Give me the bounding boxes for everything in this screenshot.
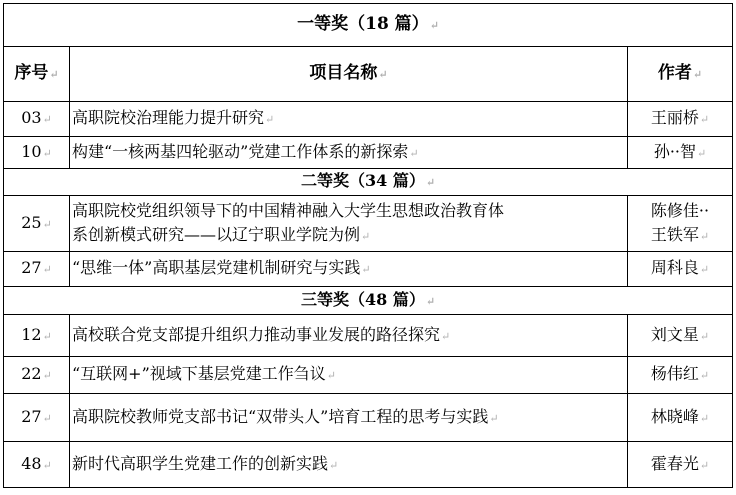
row-author: 杨伟红 <box>650 364 699 383</box>
row-title: 构建“一核两基四轮驱动”党建工作体系的新探索 <box>72 141 409 161</box>
row-number: 22 <box>21 364 42 383</box>
row-title: 新时代高职学生党建工作的创新实践 <box>72 453 329 473</box>
header-index: 序号 <box>14 63 49 83</box>
paragraph-mark-icon: ↵ <box>326 369 336 382</box>
row-number: 10 <box>21 141 42 161</box>
row-author: 刘文星 <box>650 324 699 344</box>
paragraph-mark-icon: ↵ <box>42 217 52 231</box>
row-author: 林晓峰 <box>650 406 699 426</box>
row-author: 周科良 <box>650 258 699 277</box>
paragraph-mark-icon: ↵ <box>42 146 52 160</box>
table-row <box>4 315 733 357</box>
section-second-prize <box>4 169 733 196</box>
row-author: 王丽桥 <box>650 108 699 127</box>
paragraph-mark-icon: ↵ <box>409 146 419 160</box>
header-project-name: 项目名称 <box>309 63 378 83</box>
table-row <box>4 252 733 287</box>
table-row <box>4 196 733 252</box>
table-row <box>4 394 733 442</box>
row-title: 高校联合党支部提升组织力推动事业发展的路径探究 <box>72 324 441 344</box>
row-title: 高职院校治理能力提升研究 <box>72 108 265 127</box>
row-number: 48 <box>21 453 42 473</box>
paragraph-mark-icon: ↵ <box>42 411 52 425</box>
paragraph-mark-icon: ↵ <box>42 263 52 276</box>
paragraph-mark-icon: ↵ <box>42 369 52 382</box>
paragraph-mark-icon: ↵ <box>425 176 436 189</box>
row-title-line: 高职院校党组织领导下的中国精神融入大学生思想政治教育体 <box>72 200 505 220</box>
paragraph-mark-icon: ↵ <box>42 458 52 472</box>
paragraph-mark-icon: ↵ <box>49 68 59 81</box>
table-row <box>4 442 733 488</box>
section-heading: 三等奖（48 篇） <box>300 289 425 309</box>
row-number: 27 <box>21 258 42 277</box>
row-author-line: 王铁军 <box>650 224 699 244</box>
section-heading: 二等奖（34 篇） <box>300 171 425 190</box>
paragraph-mark-icon: ↵ <box>441 329 451 343</box>
row-title-line: 系创新模式研究——以辽宁职业学院为例 <box>72 224 361 244</box>
paragraph-mark-icon: ↵ <box>425 294 436 308</box>
paragraph-mark-icon: ↵ <box>699 113 710 126</box>
row-number: 12 <box>21 324 42 344</box>
section-third-prize <box>4 287 733 315</box>
paragraph-mark-icon: ↵ <box>489 411 499 425</box>
table-header-row <box>4 47 733 102</box>
table-row <box>4 357 733 394</box>
paragraph-mark-icon: ↵ <box>42 329 52 343</box>
paragraph-mark-icon: ↵ <box>361 263 371 276</box>
paragraph-mark-icon: ↵ <box>378 68 388 81</box>
row-title: “互联网+”视域下基层党建工作刍议 <box>72 364 326 383</box>
paragraph-mark-icon: ↵ <box>697 146 707 160</box>
paragraph-mark-icon: ↵ <box>699 263 710 276</box>
awards-table <box>3 3 733 488</box>
paragraph-mark-icon: ↵ <box>699 411 710 425</box>
row-author: 孙··智 <box>653 141 696 161</box>
paragraph-mark-icon: ↵ <box>329 458 339 472</box>
paragraph-mark-icon: ↵ <box>429 19 439 32</box>
paragraph-mark-icon: ↵ <box>42 113 52 126</box>
row-author-line: 陈修佳·· <box>650 200 710 220</box>
paragraph-mark-icon: ↵ <box>699 369 710 382</box>
paragraph-mark-icon: ↵ <box>699 329 710 343</box>
section-heading: 一等奖（18 篇） <box>297 14 429 34</box>
paragraph-mark-icon: ↵ <box>361 229 371 243</box>
row-number: 25 <box>21 212 42 232</box>
paragraph-mark-icon: ↵ <box>699 229 710 243</box>
row-author: 霍春光 <box>650 453 699 473</box>
row-number: 27 <box>21 406 42 426</box>
paragraph-mark-icon: ↵ <box>265 113 275 126</box>
table-row <box>4 137 733 169</box>
row-number: 03 <box>21 108 42 127</box>
paragraph-mark-icon: ↵ <box>699 458 710 472</box>
paragraph-mark-icon: ↵ <box>692 68 703 81</box>
section-first-prize <box>4 4 733 47</box>
table-row <box>4 102 733 137</box>
header-author: 作者 <box>657 63 692 83</box>
row-title: “思维一体”高职基层党建机制研究与实践 <box>72 258 361 277</box>
row-title: 高职院校教师党支部书记“双带头人”培育工程的思考与实践 <box>72 406 489 426</box>
